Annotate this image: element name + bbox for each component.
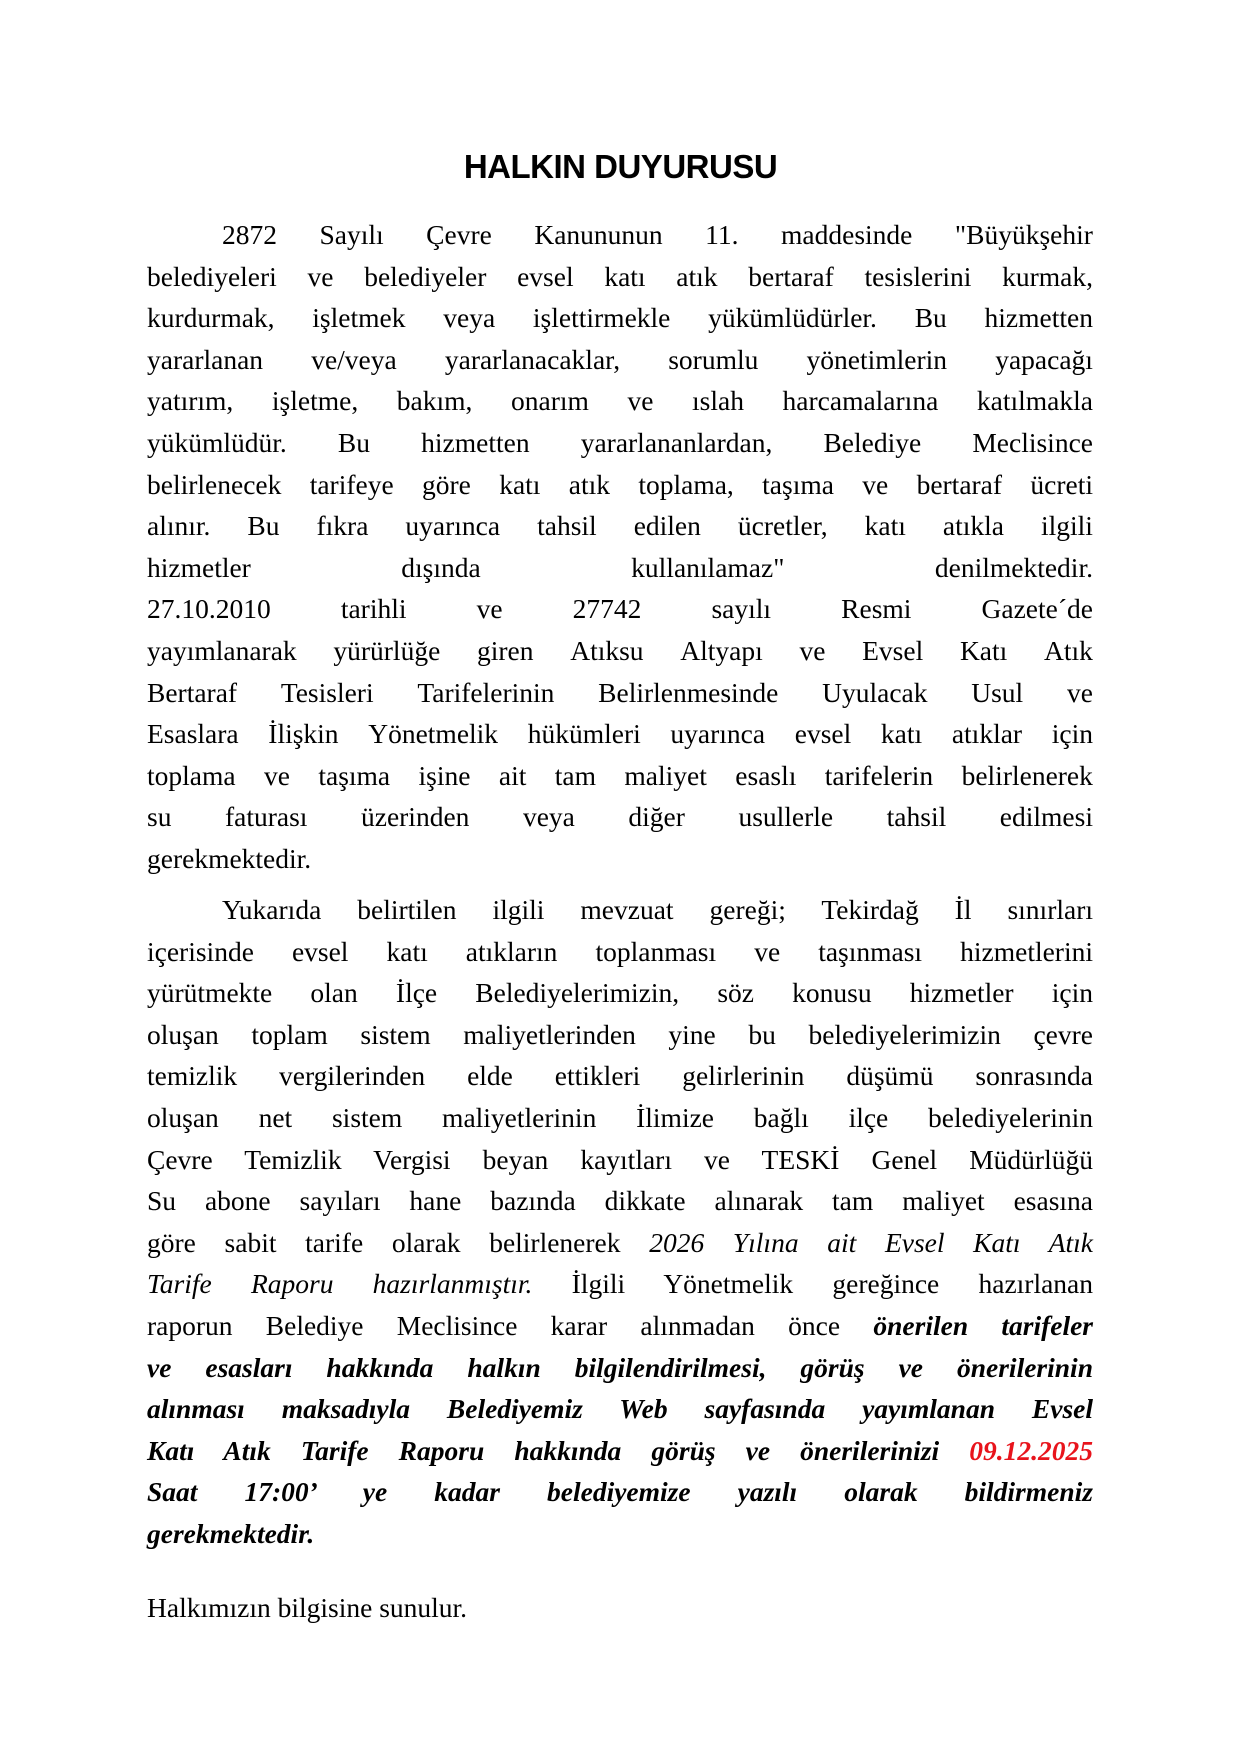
word: sayılı: [711, 593, 772, 625]
word: denilmektedir.: [934, 551, 1093, 583]
word: Sayılı: [319, 219, 384, 250]
closing-text: Halkımızın bilgisine sunulur.: [147, 1592, 468, 1623]
word: toplama,: [638, 468, 734, 500]
word: "Büyükşehir: [954, 219, 1093, 250]
word: Tarifelerinin: [417, 676, 555, 708]
word: evsel: [517, 260, 574, 292]
paragraph-line: içerisinde evsel katı atıkların toplanması ve taşınması hizmetlerini: [147, 935, 1093, 967]
word: ve: [627, 385, 654, 417]
word: edilen: [633, 510, 701, 542]
word: katı: [499, 468, 541, 500]
word: dışında: [401, 551, 481, 583]
word: tesislerini: [864, 260, 972, 292]
word: 11.: [705, 219, 739, 250]
word: katı: [880, 718, 923, 750]
report-title-italic: Tarife Raporu hazırlanmıştır.: [147, 1268, 533, 1300]
paragraph-line: [147, 713, 1093, 755]
plain-text: raporun Belediye Meclisince karar alınmadan önce: [147, 1309, 841, 1341]
emphasis-line: ve esasları hakkında halkın bilgilendirilmesi, görüş ve önerilerinin: [147, 1351, 1093, 1383]
word: göre: [421, 468, 471, 500]
word: Bu: [247, 510, 280, 542]
paragraph-legal-basis: [147, 214, 1093, 880]
paragraph-line: [147, 588, 1093, 630]
word: bertaraf: [916, 468, 1003, 500]
word: tarihli: [340, 593, 407, 625]
word: harcamalarına: [782, 385, 939, 417]
emphasis-line: alınması maksadıyla Belediyemiz Web sayfasında yayımlanan Evsel: [147, 1393, 1093, 1425]
word: gerekmektedir.: [147, 842, 312, 874]
paragraph-line: [147, 838, 1093, 880]
word: maddesinde: [781, 219, 913, 250]
word: ve: [476, 593, 503, 625]
paragraph-line: temizlik vergilerinden elde ettikleri gelirlerinin düşümü sonrasında: [147, 1060, 1093, 1092]
paragraph-line: [147, 297, 1093, 339]
closing-line: [147, 1587, 1093, 1629]
paragraph-line: [147, 464, 1093, 506]
word: ıslah: [692, 385, 744, 417]
word: için: [1051, 718, 1093, 750]
word: ve: [862, 468, 889, 500]
word: taşıma: [318, 759, 391, 791]
plain-text: göre sabit tarife olarak belirlenerek: [147, 1226, 621, 1258]
word: ücretler,: [737, 510, 828, 542]
word: ve: [1066, 676, 1093, 708]
word: hizmetler: [147, 551, 251, 583]
word: yürürlüğe: [333, 634, 441, 666]
emphasis-line: Saat 17:00’ ye kadar belediyemize yazılı olarak bildirmeniz: [147, 1476, 1093, 1508]
word: belediyeler: [364, 260, 487, 292]
document-title: HALKIN DUYURUSU: [463, 148, 778, 185]
word: Çevre: [426, 219, 492, 250]
word: Katı: [959, 634, 1008, 666]
word: işine: [418, 759, 471, 791]
paragraph-line: [147, 1263, 1093, 1305]
word: hizmetten: [421, 426, 530, 458]
report-title-italic: 2026 Yılına ait Evsel Katı Atık: [649, 1226, 1093, 1258]
word: Resmi: [841, 593, 912, 625]
word: atıkla: [942, 510, 1004, 542]
word: tam: [554, 759, 597, 791]
word: katılmakla: [976, 385, 1093, 417]
word: tahsil: [537, 510, 597, 542]
word: usullerle: [738, 801, 834, 833]
word: üzerinden: [360, 801, 470, 833]
word: yönetimlerin: [806, 343, 948, 375]
paragraph-line: [147, 256, 1093, 298]
paragraph-announcement: [147, 889, 1093, 1555]
paragraph-line: [147, 672, 1093, 714]
word: ait: [498, 759, 527, 791]
word: Yönetmelik: [368, 718, 499, 750]
word: diğer: [628, 801, 685, 833]
paragraph-line: oluşan net sistem maliyetlerinin İlimize bağlı ilçe belediyelerinin: [147, 1101, 1093, 1133]
word: atık: [568, 468, 611, 500]
word: Uyulacak: [822, 676, 928, 708]
word: hükümleri: [527, 718, 641, 750]
word: giren: [476, 634, 534, 666]
word: yapacağı: [995, 343, 1093, 375]
word: kullanılamaz": [631, 551, 785, 583]
word: edilmesi: [999, 801, 1093, 833]
word: belediyeleri: [147, 260, 277, 292]
paragraph-line: [147, 422, 1093, 464]
word: taşıma: [762, 468, 834, 500]
word: maliyet: [624, 759, 707, 791]
word: toplama: [147, 759, 236, 791]
plain-text: İlgili Yönetmelik gereğince hazırlanan: [571, 1268, 1094, 1300]
word: Kanununun: [534, 219, 663, 250]
word: işletmek: [312, 302, 406, 334]
word: uyarınca: [670, 718, 766, 750]
word: Gazete´de: [981, 593, 1093, 625]
word: Esaslara: [147, 718, 239, 750]
word: fıkra: [316, 510, 369, 542]
word: sorumlu: [668, 343, 759, 375]
word: tarifeye: [309, 468, 394, 500]
word: Meclisince: [972, 426, 1093, 458]
emphasis-line: gerekmektedir.: [147, 1517, 315, 1549]
word: yararlananlardan,: [580, 426, 773, 458]
word: 27742: [572, 593, 642, 625]
paragraph-line: yürütmekte olan İlçe Belediyelerimizin, söz konusu hizmetler için: [147, 977, 1093, 1009]
word: bertaraf: [748, 260, 834, 292]
word: evsel: [794, 718, 852, 750]
word: uyarınca: [405, 510, 501, 542]
word: belirlenerek: [961, 759, 1093, 791]
word: kurdurmak,: [147, 302, 275, 334]
word: yararlanacaklar,: [444, 343, 621, 375]
emphasis-text: önerilen tarifeler: [873, 1309, 1094, 1341]
paragraph-line: [147, 547, 1093, 589]
word: veya: [443, 302, 496, 334]
word: atık: [676, 260, 718, 292]
word: alınır.: [147, 510, 211, 542]
word: Bu: [914, 302, 947, 334]
word: Bertaraf: [147, 676, 238, 708]
paragraph-line: [147, 1305, 1093, 1347]
word: Bu: [337, 426, 371, 458]
emphasis-text: Katı Atık Tarife Raporu hakkında görüş ve önerilerinizi: [147, 1434, 940, 1466]
word: Altyapı: [680, 634, 763, 666]
word: İlişkin: [268, 718, 339, 750]
word: Evsel: [862, 634, 924, 666]
paragraph-line: [147, 505, 1093, 547]
emphasis-line: [147, 1430, 1093, 1472]
word: Belirlenmesinde: [598, 676, 779, 708]
word: bakım,: [396, 385, 473, 417]
word: yayımlanarak: [147, 634, 297, 666]
word: veya: [522, 801, 575, 833]
word: 27.10.2010: [147, 593, 271, 625]
word: tahsil: [886, 801, 947, 833]
word: belirlenecek: [147, 468, 282, 500]
word: su: [147, 801, 172, 833]
word: atıklar: [951, 718, 1023, 750]
word: Usul: [971, 676, 1024, 708]
word: Atık: [1044, 634, 1093, 666]
word: tarifelerin: [824, 759, 934, 791]
paragraph-line: [147, 1222, 1093, 1264]
paragraph-line: [147, 339, 1093, 381]
word: hizmetten: [984, 302, 1093, 334]
word: onarım: [510, 385, 589, 417]
word: yatırım,: [147, 385, 234, 417]
word: ilgili: [1040, 510, 1093, 542]
paragraph-line: [147, 796, 1093, 838]
word: esaslı: [735, 759, 797, 791]
paragraph-line: [147, 214, 1093, 256]
word: yükümlüdür.: [147, 426, 287, 458]
word: ücreti: [1030, 468, 1093, 500]
word: yükümlüdürler.: [708, 302, 877, 334]
paragraph-line: [147, 755, 1093, 797]
word: katı: [604, 260, 646, 292]
word: katı: [864, 510, 906, 542]
deadline-date: 09.12.2025: [969, 1434, 1093, 1466]
word: ve: [307, 260, 334, 292]
paragraph-line: [147, 380, 1093, 422]
word: ve/veya: [311, 343, 397, 375]
word: yararlanan: [147, 343, 264, 375]
word: işlettirmekle: [532, 302, 671, 334]
word: ve: [263, 759, 290, 791]
word: Tesisleri: [280, 676, 374, 708]
word: ve: [799, 634, 826, 666]
paragraph-line: [147, 630, 1093, 672]
paragraph-line: Yukarıda belirtilen ilgili mevzuat gereği; Tekirdağ İl sınırları: [222, 894, 1093, 925]
word: 2872: [222, 219, 277, 250]
paragraph-line: Çevre Temizlik Vergisi beyan kayıtları ve TESKİ Genel Müdürlüğü: [147, 1143, 1093, 1175]
paragraph-line: Su abone sayıları hane bazında dikkate alınarak tam maliyet esasına: [147, 1185, 1093, 1217]
word: Atıksu: [570, 634, 644, 666]
word: kurmak,: [1002, 260, 1093, 292]
word: Belediye: [823, 426, 922, 458]
word: faturası: [224, 801, 308, 833]
paragraph-line: oluşan toplam sistem maliyetlerinden yine bu belediyelerimizin çevre: [147, 1018, 1093, 1050]
word: işletme,: [271, 385, 359, 417]
